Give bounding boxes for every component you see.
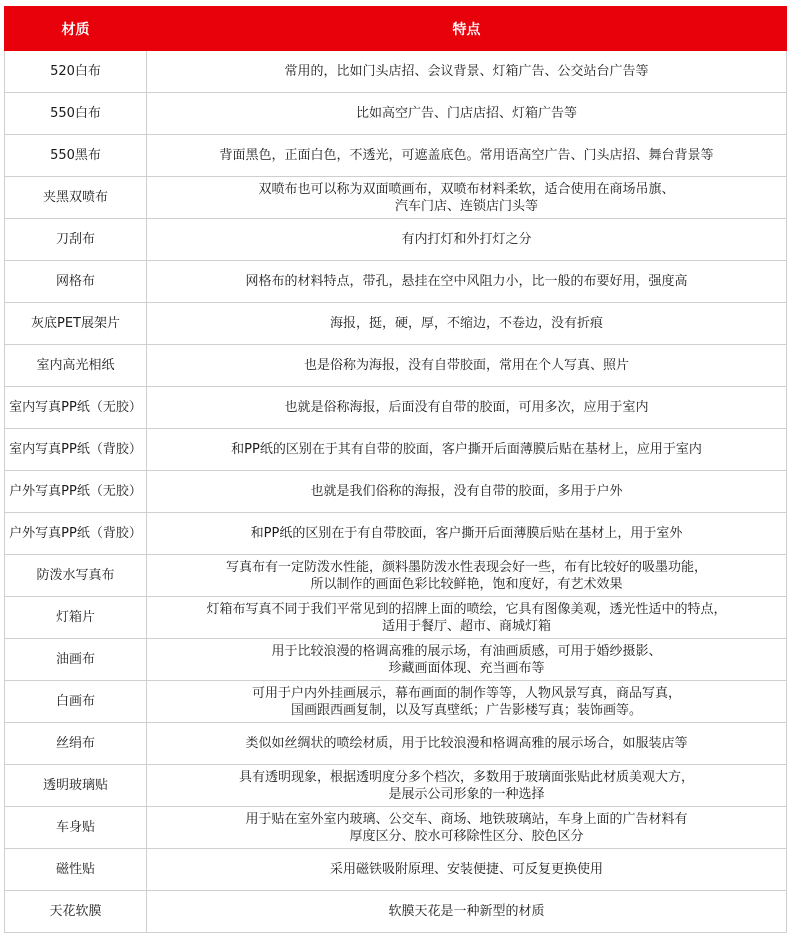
table-row: [5, 387, 787, 429]
material-cell: 刀刮布: [5, 219, 147, 261]
header-material: 材质: [5, 7, 147, 51]
table-row: [5, 345, 787, 387]
features-cell: 用于贴在室外室内玻璃、公交车、商场、地铁玻璃站，车身上面的广告材料有 厚度区分、胶水可移除性区分、胶色区分: [147, 807, 787, 849]
features-cell: 类似如丝绸状的喷绘材质，用于比较浪漫和格调高雅的展示场合，如服装店等: [147, 723, 787, 765]
features-cell: 也是俗称为海报，没有自带胶面，常用在个人写真、照片: [147, 345, 787, 387]
features-cell: 比如高空广告、门店店招、灯箱广告等: [147, 93, 787, 135]
material-cell: 天花软膜: [5, 891, 147, 933]
material-cell: 网格布: [5, 261, 147, 303]
table-row: [5, 93, 787, 135]
material-cell: 550白布: [5, 93, 147, 135]
table-row: [5, 891, 787, 933]
material-cell: 白画布: [5, 681, 147, 723]
material-cell: 户外写真PP纸（背胶）: [5, 513, 147, 555]
features-cell: 海报，挺，硬，厚，不缩边，不卷边，没有折痕: [147, 303, 787, 345]
table-row: [5, 807, 787, 849]
table-header: [5, 7, 787, 51]
material-cell: 磁性贴: [5, 849, 147, 891]
features-cell: 和PP纸的区别在于其有自带的胶面，客户撕开后面薄膜后贴在基材上，应用于室内: [147, 429, 787, 471]
table-row: [5, 429, 787, 471]
table-row: [5, 219, 787, 261]
table-row: [5, 513, 787, 555]
features-cell: 双喷布也可以称为双面喷画布，双喷布材料柔软，适合使用在商场吊旗、 汽车门店、连锁店门头等: [147, 177, 787, 219]
material-cell: 油画布: [5, 639, 147, 681]
table-row: [5, 51, 787, 93]
material-cell: 防泼水写真布: [5, 555, 147, 597]
features-cell: 网格布的材料特点，带孔，悬挂在空中风阻力小，比一般的布要好用，强度高: [147, 261, 787, 303]
table-body: [5, 51, 787, 933]
material-cell: 车身贴: [5, 807, 147, 849]
material-cell: 室内高光相纸: [5, 345, 147, 387]
material-cell: 520白布: [5, 51, 147, 93]
material-cell: 室内写真PP纸（背胶）: [5, 429, 147, 471]
features-cell: 可用于户内外挂画展示，幕布画面的制作等等，人物风景写真，商品写真， 国画跟西画复制，以及写真壁纸；广告影楼写真；装饰画等。: [147, 681, 787, 723]
table-row: [5, 849, 787, 891]
features-cell: 背面黑色，正面白色，不透光，可遮盖底色。常用语高空广告、门头店招、舞台背景等: [147, 135, 787, 177]
material-cell: 丝绢布: [5, 723, 147, 765]
table-row: [5, 471, 787, 513]
header-row: [5, 7, 787, 51]
features-cell: 也就是我们俗称的海报，没有自带的胶面，多用于户外: [147, 471, 787, 513]
table-row: [5, 555, 787, 597]
features-cell: 采用磁铁吸附原理、安装便捷、可反复更换使用: [147, 849, 787, 891]
material-cell: 灰底PET展架片: [5, 303, 147, 345]
material-cell: 透明玻璃贴: [5, 765, 147, 807]
table-row: [5, 303, 787, 345]
table-row: [5, 597, 787, 639]
material-cell: 夹黑双喷布: [5, 177, 147, 219]
features-cell: 和PP纸的区别在于有自带胶面，客户撕开后面薄膜后贴在基材上，用于室外: [147, 513, 787, 555]
table-row: [5, 639, 787, 681]
table-row: [5, 135, 787, 177]
table-row: [5, 723, 787, 765]
header-features: 特点: [147, 7, 787, 51]
table-row: [5, 765, 787, 807]
features-cell: 有内打灯和外打灯之分: [147, 219, 787, 261]
features-cell: 具有透明现象，根据透明度分多个档次，多数用于玻璃面张贴此材质美观大方， 是展示公司形象的一种选择: [147, 765, 787, 807]
features-cell: 也就是俗称海报，后面没有自带的胶面，可用多次，应用于室内: [147, 387, 787, 429]
table-row: [5, 261, 787, 303]
features-cell: 灯箱布写真不同于我们平常见到的招牌上面的喷绘，它具有图像美观，透光性适中的特点， 适用于餐厅、超市、商城灯箱: [147, 597, 787, 639]
material-cell: 户外写真PP纸（无胶）: [5, 471, 147, 513]
features-cell: 软膜天花是一种新型的材质: [147, 891, 787, 933]
table-row: [5, 177, 787, 219]
features-cell: 常用的，比如门头店招、会议背景、灯箱广告、公交站台广告等: [147, 51, 787, 93]
features-cell: 写真布有一定防泼水性能，颜料墨防泼水性表现会好一些，布有比较好的吸墨功能， 所以制作的画面色彩比较鲜艳，饱和度好，有艺术效果: [147, 555, 787, 597]
materials-table: [4, 6, 787, 933]
material-cell: 室内写真PP纸（无胶）: [5, 387, 147, 429]
material-cell: 灯箱片: [5, 597, 147, 639]
table-row: [5, 681, 787, 723]
material-cell: 550黑布: [5, 135, 147, 177]
features-cell: 用于比较浪漫的格调高雅的展示场，有油画质感，可用于婚纱摄影、 珍藏画面体现、充当画布等: [147, 639, 787, 681]
